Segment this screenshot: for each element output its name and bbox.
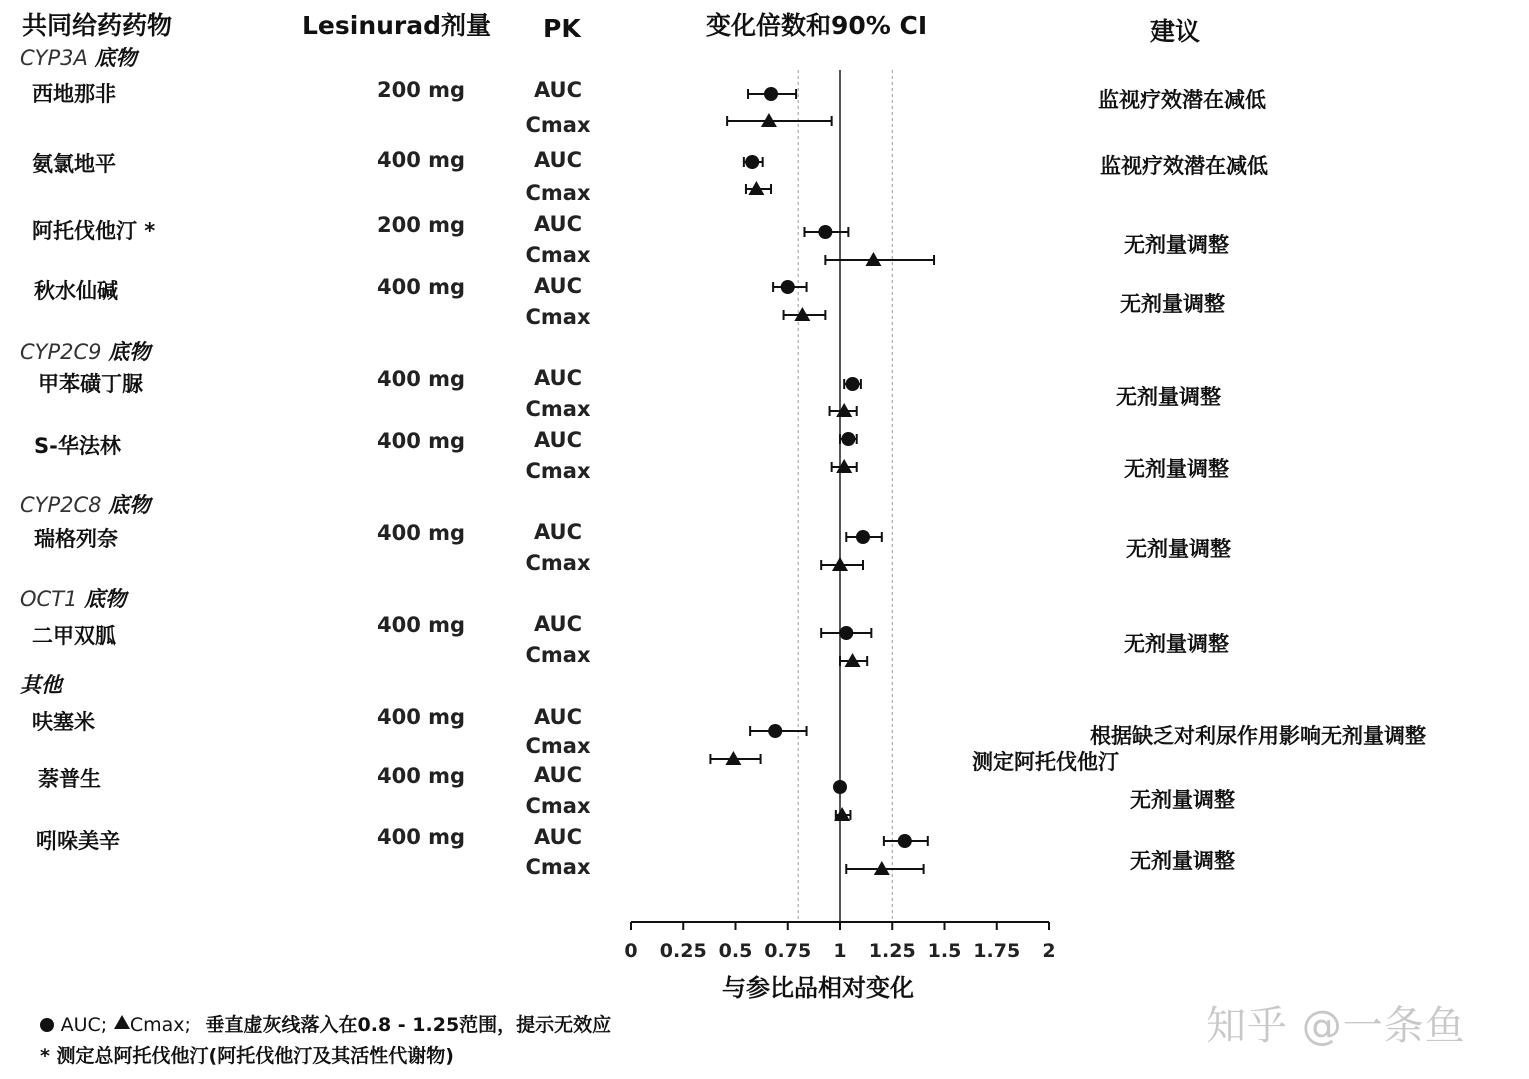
legend-cmax-label: Cmax; [129, 1014, 191, 1036]
dose-value: 400 mg [377, 148, 466, 172]
x-tick-label: 1.5 [927, 940, 962, 962]
auc-point [818, 225, 832, 239]
dose-value: 200 mg [377, 213, 466, 237]
pk-label-cmax: Cmax [525, 397, 591, 421]
x-tick-label: 0.5 [718, 940, 753, 962]
drug-name: 秋水仙碱 [34, 279, 118, 303]
group-suffix: 底物 [94, 46, 137, 70]
recommendation-text: 无剂量调整 [1120, 292, 1225, 316]
pk-label-cmax: Cmax [525, 855, 591, 879]
pk-label-cmax: Cmax [525, 459, 591, 483]
pk-label-auc: AUC [533, 148, 583, 172]
auc-point [768, 724, 782, 738]
header-fold-change: 变化倍数和90% CI [706, 11, 928, 40]
legend-note: 垂直虚灰线落入在0.8 - 1.25范围，提示无效应 [205, 1014, 612, 1036]
group-suffix: 底物 [108, 340, 151, 364]
recommendation-text: 无剂量调整 [1130, 788, 1235, 812]
auc-point [856, 530, 870, 544]
pk-label-auc: AUC [533, 274, 583, 298]
pk-label-cmax: Cmax [525, 181, 591, 205]
drug-name: 瑞格列奈 [34, 527, 118, 551]
dose-value: 400 mg [377, 275, 466, 299]
pk-label-cmax: Cmax [525, 243, 591, 267]
dose-value: 400 mg [377, 764, 466, 788]
x-axis-title: 与参比品相对变化 [722, 974, 914, 1002]
auc-point [764, 87, 778, 101]
header-pk: PK [543, 14, 581, 43]
group-suffix: 其他 [20, 673, 62, 697]
x-tick-label: 0.25 [659, 940, 707, 962]
pk-label-auc: AUC [533, 428, 583, 452]
pk-label-cmax: Cmax [525, 305, 591, 329]
group-prefix: CYP2C8 [20, 493, 102, 517]
pk-label-cmax: Cmax [525, 734, 591, 758]
dose-value: 400 mg [377, 367, 466, 391]
x-tick-label: 2 [1042, 940, 1056, 962]
group-suffix: 底物 [84, 587, 127, 611]
header-drug: 共同给药药物 [22, 11, 173, 40]
dose-value: 400 mg [377, 613, 466, 637]
dose-value: 400 mg [377, 705, 466, 729]
dose-value: 200 mg [377, 78, 466, 102]
drug-name: 氨氯地平 [32, 152, 116, 176]
drug-name: 阿托伐他汀 * [32, 219, 156, 243]
recommendation-text: 无剂量调整 [1124, 632, 1229, 656]
recommendation-text: 无剂量调整 [1124, 233, 1229, 257]
recommendation-text: 无剂量调整 [1116, 385, 1221, 409]
x-tick-label: 1 [833, 940, 847, 962]
legend-auc-label: AUC; [60, 1014, 108, 1036]
pk-label-auc: AUC [533, 212, 583, 236]
auc-point [839, 626, 853, 640]
pk-label-cmax: Cmax [525, 113, 591, 137]
group-prefix: CYP3A [20, 46, 88, 70]
auc-point [745, 155, 759, 169]
x-tick-label: 0.75 [764, 940, 812, 962]
dose-value: 400 mg [377, 429, 466, 453]
header-recommendation: 建议 [1150, 17, 1201, 46]
x-tick-label: 1.25 [868, 940, 916, 962]
drug-name: 萘普生 [38, 767, 101, 791]
header-dose: Lesinurad剂量 [302, 11, 492, 40]
recommendation-note: 测定阿托伐他汀 [972, 750, 1119, 774]
recommendation-text: 监视疗效潜在减低 [1098, 88, 1266, 112]
drug-name: 二甲双胍 [32, 624, 116, 648]
recommendation-text: 无剂量调整 [1124, 457, 1229, 481]
pk-label-cmax: Cmax [525, 551, 591, 575]
pk-label-cmax: Cmax [525, 794, 591, 818]
dose-value: 400 mg [377, 825, 466, 849]
drug-name: 西地那非 [32, 82, 116, 106]
recommendation-text: 无剂量调整 [1126, 537, 1231, 561]
drug-name: 甲苯磺丁脲 [38, 372, 143, 396]
drug-name: 吲哚美辛 [36, 829, 120, 853]
auc-point [898, 834, 912, 848]
legend [40, 1010, 611, 1037]
group-suffix: 底物 [108, 493, 151, 517]
legend-triangle-icon [114, 1015, 130, 1029]
group-prefix: CYP2C9 [20, 340, 102, 364]
pk-label-auc: AUC [533, 763, 583, 787]
watermark: 知乎 @一条鱼 [1206, 1003, 1466, 1049]
recommendation-text: 监视疗效潜在减低 [1100, 154, 1268, 178]
drug-name: S-华法林 [34, 434, 121, 458]
pk-label-auc: AUC [533, 520, 583, 544]
auc-point [841, 432, 855, 446]
footnote: * 测定总阿托伐他汀(阿托伐他汀及其活性代谢物) [40, 1045, 454, 1067]
pk-label-cmax: Cmax [525, 643, 591, 667]
drug-name: 呋塞米 [32, 710, 95, 734]
group-prefix: OCT1 [20, 587, 78, 611]
pk-label-auc: AUC [533, 612, 583, 636]
auc-point [846, 377, 860, 391]
recommendation-text: 无剂量调整 [1130, 849, 1235, 873]
recommendation-text: 根据缺乏对利尿作用影响无剂量调整 [1090, 724, 1426, 748]
legend-circle-icon [40, 1018, 54, 1032]
x-tick-label: 1.75 [973, 940, 1021, 962]
pk-label-auc: AUC [533, 366, 583, 390]
pk-label-auc: AUC [533, 705, 583, 729]
pk-label-auc: AUC [533, 825, 583, 849]
auc-point [781, 280, 795, 294]
pk-label-auc: AUC [533, 78, 583, 102]
x-tick-label: 0 [624, 940, 638, 962]
auc-point [833, 780, 847, 794]
dose-value: 400 mg [377, 521, 466, 545]
